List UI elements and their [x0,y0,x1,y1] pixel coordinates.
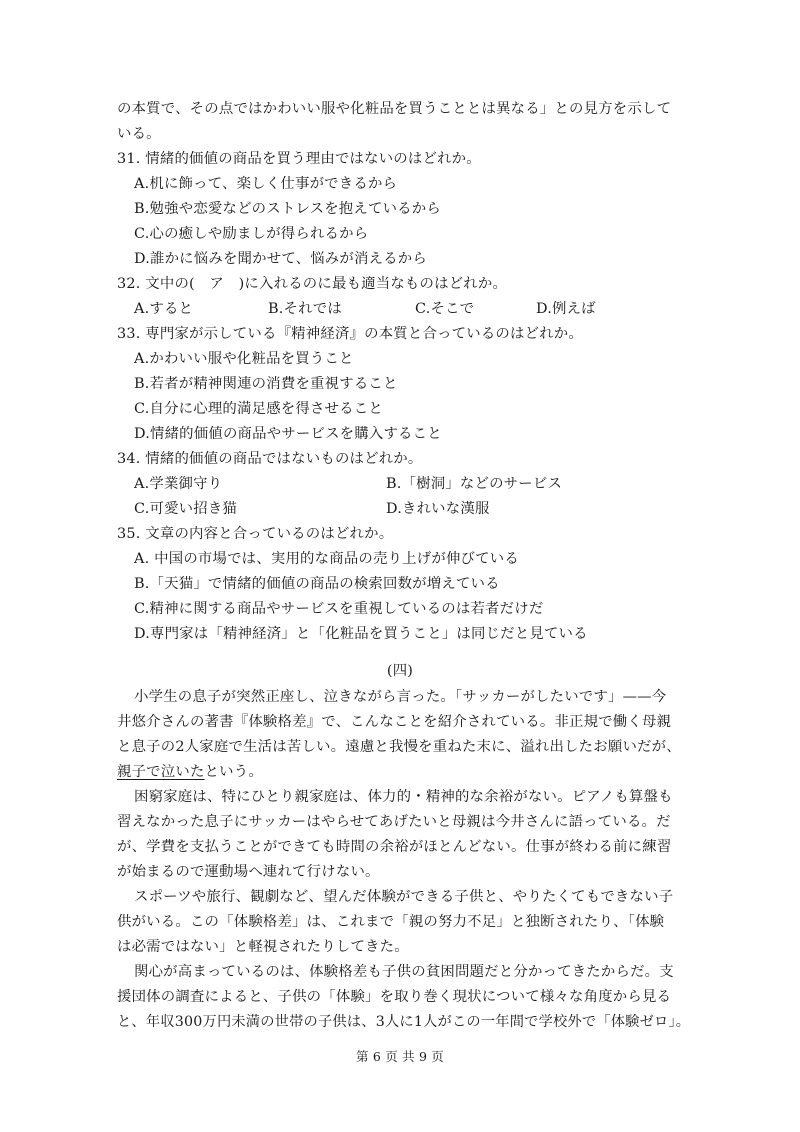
q34-option-b: B.「樹洞」などのサービス [386,476,563,492]
passage-p4-line-1: 関心が高まっているのは、体験格差も子供の貧困問題だと分かってきたからだ。支 [134,964,674,980]
q33-option-b: B.若者が精神関連の消費を重視すること [134,376,398,392]
q34-option-a: A.学業御守り [134,476,223,492]
passage-p1-line-2: 井悠介さんの著書『体験格差』で、こんなことを紹介されている。非正規で働く母親 [117,714,672,730]
q32-option-b: B.それでは [268,301,342,317]
passage-p3-line-2: 供がいる。この「体験格差」は、これまで「親の努力不足」と独断されたり、「体験 [117,914,665,930]
passage-p2-line-4: が始まるので運動場へ連れて行けない。 [117,864,380,880]
q31-option-b: B.勉強や恋愛などのストレスを抱えているから [134,201,441,217]
passage-p1-line-1: 小学生の息子が突然正座し、泣きながら言った。「サッカーがしたいです」——今 [134,689,667,705]
q32-option-a: A.すると [134,301,194,317]
q32-option-d: D.例えば [536,301,596,317]
q35-option-b: B.「天猫」で情緒的価値の商品の検索回数が増えている [134,576,500,592]
passage-p1-line-3: と息子の2人家庭で生活は苦しい。遠慮と我慢を重ねた末に、溢れ出したお願いだが、 [117,739,681,755]
q33-option-a: A.かわいい服や化粧品を買うこと [134,351,354,367]
q32-option-c: C.そこで [415,301,475,317]
q35-option-d: D.専門家は「精神経済」と「化粧品を買うこと」は同じだと見ている [134,626,588,642]
passage-p4-line-3: と、年収300万円未満の世帯の子供は、3人に1人がこの一年間で学校外で「体験ゼロ」。 [117,1014,691,1030]
passage-p1-line-4 [117,762,263,782]
passage-p2-line-1: 困窮家庭は、特にひとり親家庭は、体力的・精神的な余裕がない。ピアノも算盤も [134,789,673,805]
passage-p3-line-3: は必需ではない」と軽視されたりしてきた。 [117,939,409,955]
q34-option-d: D.きれいな漢服 [386,501,490,517]
intro-line-1: の本質で、その点ではかわいい服や化粧品を買うこととは異なる」との見方を示して [117,101,672,117]
underlined-phrase: 親子で泣いた [117,764,205,780]
q31-option-c: C.心の癒しや励ましが得られるから [134,226,369,242]
passage-p4-line-2: 援団体の調査によると、子供の「体験」を取り巻く現状について様々な角度から見る [117,989,672,1005]
q34-option-c: C.可愛い招き猫 [134,501,238,517]
q33-option-d: D.情緒的価値の商品やサービスを購入すること [134,426,442,442]
passage-p3-line-1: スポーツや旅行、観劇など、望んだ体験ができる子供と、やりたくてもできない子 [134,889,674,905]
passage-p1-tail: という。 [204,764,263,780]
passage-p2-line-2: 習えなかった息子にサッカーはやらせてあげたいと母親は今井さんに語っている。だ [117,814,671,830]
q35-option-c: C.精神に関する商品やサービスを重視しているのは若者だけだ [134,601,544,617]
q31-option-a: A.机に飾って、楽しく仕事ができるから [134,176,398,192]
question-32: 32. 文中の( ア )に入れるのに最も適当なものはどれか。 [117,276,508,292]
passage-p2-line-3: が、学費を支払うことができても時間の余裕がほとんどない。仕事が終わる前に練習 [117,839,672,855]
question-31: 31. 情緒的価値の商品を買う理由ではないのはどれか。 [117,151,481,167]
q35-option-a: A. 中国の市場では、実用的な商品の売り上げが伸びている [134,551,519,567]
intro-line-2: いる。 [117,126,161,142]
question-34: 34. 情緒的価値の商品ではないものはどれか。 [117,451,423,467]
question-35: 35. 文章の内容と合っているのはどれか。 [117,526,394,542]
page-footer: 第 6 页 共 9 页 [356,1049,444,1064]
q31-option-d: D.誰かに悩みを聞かせて、悩みが消えるから [134,251,427,267]
question-33: 33. 専門家が示している『精神経済』の本質と合っているのはどれか。 [117,326,583,342]
q33-option-c: C.自分に心理的満足感を得させること [134,401,383,417]
section-title: (四) [386,663,414,679]
